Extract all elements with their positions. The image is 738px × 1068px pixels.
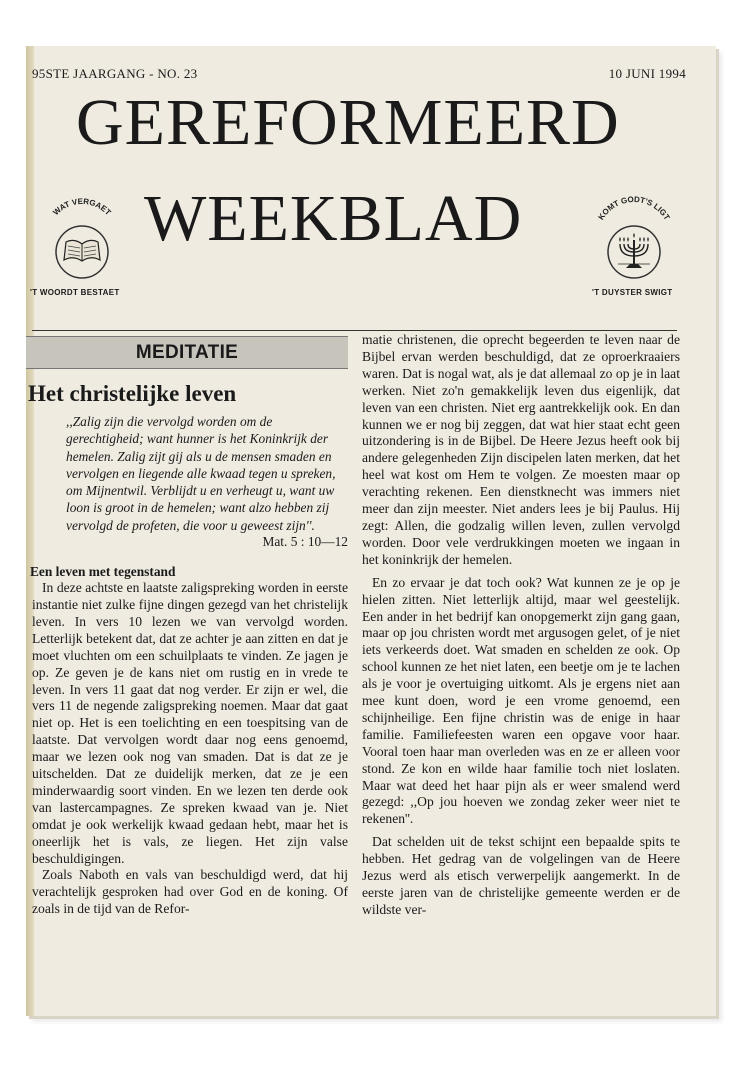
svg-text:KOMT GODT'S LIGT: [597, 195, 672, 222]
open-book-icon: [36, 188, 126, 292]
scripture-quote: ,,Zalig zijn die vervolgd worden om de gerechtigheid; want hunner is het Koninkrijk der hemelen. Zalig zijt gij als u de mensen smaden en vervolgen en liegende alle kwaad tegen u spreken, om Mijnentwil. Verblijdt u en verheugt u, want uw loon is groot in de hemelen; want alzo hebben zij vervolgd de profeten, die voor u geweest zijn''.: [66, 414, 336, 533]
candlestick-icon: [588, 188, 678, 292]
masthead-title-line2: WEEKBLAD: [144, 182, 523, 255]
paragraph: Dat schelden uit de tekst schijnt een bepaalde spits te hebben. Het gedrag van de volgelingen van de Heere Jezus werd als etisch verwerpelijk aangemerkt. In de eerste jaren van de christelijke gemeente werden er de wildste ver-: [362, 834, 680, 917]
emblem-left-bottom-text: 'T WOORDT BESTAET: [30, 288, 120, 297]
emblem-left-top-text: WAT VERGAET: [51, 196, 113, 218]
article-subheading: Een leven met tegenstand: [30, 564, 176, 580]
right-column: [362, 332, 680, 919]
paragraph: In deze achtste en laatste zaligspreking worden in eerste instantie niet zulke fijne dingen gezegd van het christelijk leven. In vers 10 lezen we van vervolgd worden. Letterlijk betekent dat, dat ze achter je aan zitten en dat je moet vluchten om een schuilplaats te vinden. Ze jagen je op. Ze geven je de kans niet om rustig en in vrede te leven. In vers 11 gaat dat nog verder. Er zijn er wel, die vers 11 de negende zaligspreking noemen. Maar dat gaat niet op. Het is een toelichting en een toespitsing van de laatste. Dat vervolgen wordt daar nog eens genoemd, maar we lezen ook nog van smaden. Dat is dat ze je uitschelden. Dat ze duidelijk merken, dat ze je een minderwaardig soort vinden. En we lezen ten derde ook van lastercampagnes. Ze spreken kwaad van je. Niet omdat je ook werkelijk kwaad gedaan hebt, maar het is oneerlijk het is vals, ze liegen. Het zijn valse beschuldigingen.: [32, 580, 348, 866]
emblem-open-book: [36, 188, 126, 292]
scripture-reference: Mat. 5 : 10—12: [262, 534, 348, 550]
left-column: [28, 336, 348, 918]
paragraph: Zoals Naboth en vals van beschuldigd werd, dat hij verachtelijk gesproken had over God en de koning. Of zoals in de tijd van de Refor-: [32, 867, 348, 917]
masthead-divider: [32, 330, 677, 331]
section-banner: MEDITATIE: [26, 336, 348, 369]
right-column-body: [362, 332, 680, 919]
magazine-page: [26, 46, 716, 1016]
masthead-title-line1: GEREFORMEERD: [76, 86, 620, 159]
left-column-body: [32, 580, 348, 918]
paragraph: matie christenen, die oprecht begeerden te leven naar de Bijbel ervan werden beschuldigd, dat ze oproerkraaiers waren. Dat is nogal wat, als je dat allemaal zo op je in laat werken. Niet zo'n gemakkelijk leven dus eigenlijk, dat leven van een christen. Niet erg aantrekkelijk ook. En dan kunnen we er nog bij zeggen, dat wat hier staat echt geen uitzondering is in de Bijbel. De Heere Jezus heeft ook bij andere gelegenheden Zijn discipelen laten merken, dat het heel wat kost om Hem te volgen. Ze moesten maar op verachting rekenen. Een dienstknecht was immers niet meer dan zijn meester. Niet anders lees je bij Paulus. Hij zegt: Allen, die godzalig willen leven, zullen vervolgd worden. Door vele verdrukkingen moeten we ingaan in het koninkrijk der hemelen.: [362, 332, 680, 567]
article-title: Het christelijke leven: [28, 381, 237, 406]
svg-text:WAT VERGAET: [51, 197, 112, 217]
issue-number: 95STE JAARGANG - NO. 23: [32, 66, 198, 81]
paragraph: En zo ervaar je dat toch ook? Wat kunnen ze je op je hielen zitten. Niet letterlijk altijd, maar wel geestelijk. Een ander in het bedrijf kan onopgemerkt zijn gang gaan, maar op jou christen wordt met argusogen gelet, of je niet iets verkeerds doet. Wat smaden en schelden ze ook. Op school kunnen ze het niet laten, een beetje om je te lachen als je voor je overtuiging uitkomt. Als je ergens niet aan mee kunt doen, word je een vrome genoemd, een schijnheilige. Een fijne christin was de enige in haar familie. Familiefeesten waren een opgave voor haar. Vooral toen haar man overleden was en ze er alleen voor stond. Ze kon en wilde haar familie toch niet loslaten. Maar wat deed het haar pijn als er weer smalend werd gezegd: ,,Op jou hoeven we zondag zeker weer niet te rekenen''.: [362, 574, 680, 827]
emblem-right-bottom-text: 'T DUYSTER SWIGT: [592, 288, 673, 297]
emblem-right-top-text: KOMT GODT'S LIGT: [596, 194, 672, 222]
emblem-candlestick: [588, 188, 678, 292]
issue-date: 10 JUNI 1994: [608, 66, 686, 81]
